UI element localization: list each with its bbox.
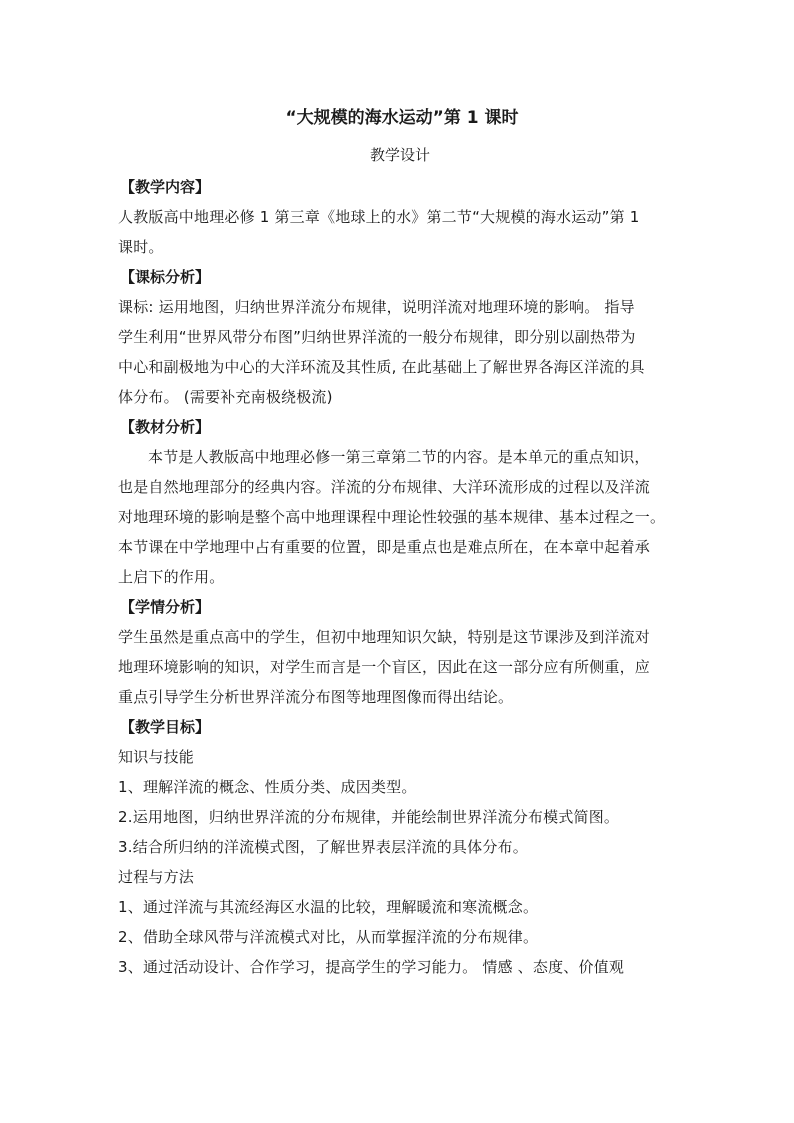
section-body-textbook-analysis (118, 442, 682, 592)
text-line: 体分布。 (需要补充南极绕极流) (118, 388, 333, 406)
section-heading-teaching-objectives: 【教学目标】 (120, 718, 211, 736)
text-line: 3、通过活动设计、合作学习，提高学生的学习能力。 情感 、态度、价值观 (118, 958, 625, 976)
text-line: 2、借助全球风带与洋流模式对比，从而掌握洋流的分布规律。 (118, 928, 539, 946)
text-line: 本节课在中学地理中占有重要的位置，即是重点也是难点所在，在本章中起着承 (118, 538, 651, 556)
text-line: 本节是人教版高中地理必修一第三章第二节的内容。是本单元的重点知识， (148, 448, 650, 466)
section-body-student-analysis (118, 622, 682, 712)
section-heading-teaching-content: 【教学内容】 (120, 178, 211, 196)
section-heading-curriculum-analysis: 【课标分析】 (120, 268, 211, 286)
text-line: 2.运用地图，归纳世界洋流的分布规律，并能绘制世界洋流分布模式简图。 (118, 808, 620, 826)
text-line: 学生虽然是重点高中的学生，但初中地理知识欠缺，特别是这节课涉及到洋流对 (118, 628, 651, 646)
section-body-teaching-content (118, 202, 682, 262)
text-line: 也是自然地理部分的经典内容。洋流的分布规律、大洋环流形成的过程以及洋流 (118, 478, 651, 496)
text-line: 1、通过洋流与其流经海区水温的比较，理解暖流和寒流概念。 (118, 898, 539, 916)
section-heading-student-analysis: 【学情分析】 (120, 598, 211, 616)
text-line: 上启下的作用。 (118, 568, 225, 586)
text-line: 课标: 运用地图，归纳世界洋流分布规律，说明洋流对地理环境的影响。 指导 (118, 298, 635, 316)
document-subtitle: 教学设计 (369, 146, 430, 164)
text-line: 重点引导学生分析世界洋流分布图等地理图像而得出结论。 (118, 688, 514, 706)
section-heading-textbook-analysis: 【教材分析】 (120, 418, 211, 436)
text-line: 地理环境影响的知识，对学生而言是一个盲区，因此在这一部分应有所侧重，应 (118, 658, 651, 676)
text-line: 3.结合所归纳的洋流模式图，了解世界表层洋流的具体分布。 (118, 838, 528, 856)
text-line: 对地理环境的影响是整个高中地理课程中理论性较强的基本规律、基本过程之一。 (118, 508, 666, 526)
text-line: 人教版高中地理必修 1 第三章《地球上的水》第二节“大规模的海水运动”第 1 (118, 208, 640, 226)
section-body-curriculum-analysis (118, 292, 682, 412)
document-title: “大规模的海水运动”第 1 课时 (285, 108, 519, 128)
section-body-teaching-objectives (118, 742, 682, 982)
text-line: 学生利用“世界风带分布图”归纳世界洋流的一般分布规律，即分别以副热带为 (118, 328, 636, 346)
text-line: 课时。 (118, 238, 164, 256)
text-line: 知识与技能 (118, 748, 195, 766)
text-line: 中心和副极地为中心的大洋环流及其性质, 在此基础上了解世界各海区洋流的具 (118, 358, 645, 376)
text-line: 过程与方法 (118, 868, 195, 886)
text-line: 1、理解洋流的概念、性质分类、成因类型。 (118, 778, 417, 796)
document-body (118, 104, 682, 982)
